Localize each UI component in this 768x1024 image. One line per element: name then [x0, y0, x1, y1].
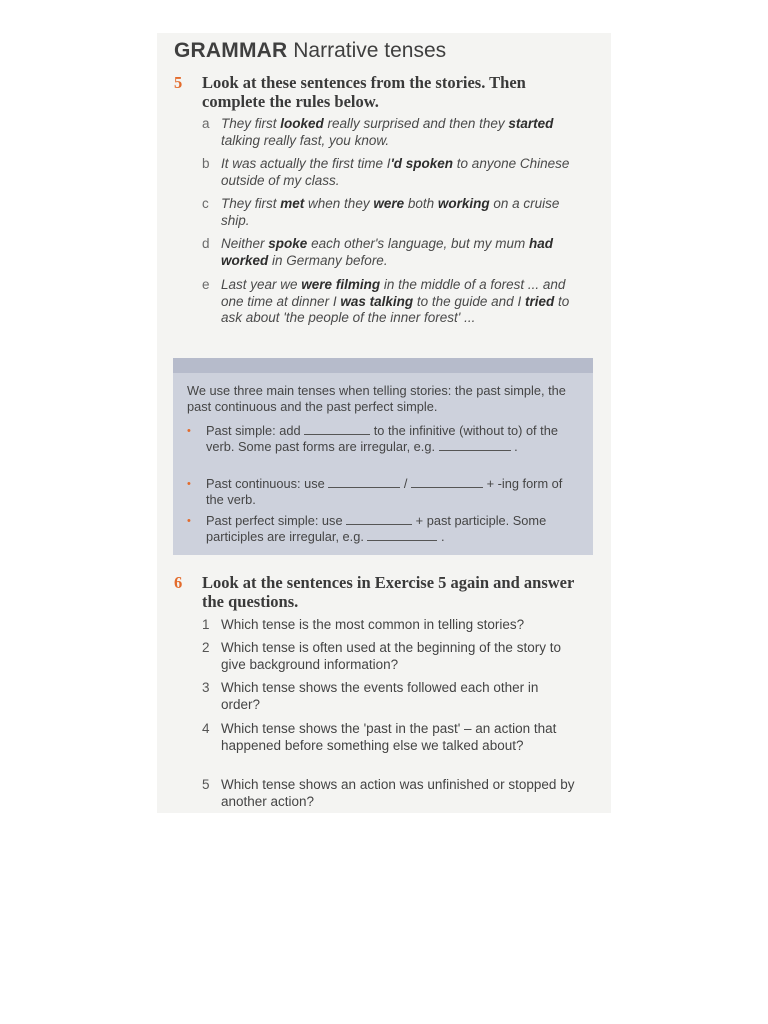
rules-intro: We use three main tenses when telling stories: the past simple, the past continuous and the past perfect simple.	[187, 383, 566, 414]
question-number: 1	[202, 617, 210, 632]
sentence-letter: b	[202, 156, 210, 171]
highlighted-verb: tried	[524, 293, 555, 309]
question-text: Which tense shows the events followed each other in order?	[221, 680, 539, 712]
highlighted-verb: were filming	[301, 277, 381, 292]
question-number: 4	[202, 721, 210, 736]
exercise-6-number: 6	[174, 573, 183, 592]
question-text: Which tense shows an action was unfinished or stopped by another action?	[221, 777, 575, 809]
sentence-text	[221, 156, 571, 189]
sentence-text	[221, 236, 571, 269]
bullet-icon: •	[187, 425, 191, 437]
sentence-fragment: Neither	[221, 236, 269, 251]
sentence-fragment: in the middle of a forest ... and one time at dinner I	[221, 277, 566, 309]
rule-text-part: Past perfect simple: use	[206, 513, 347, 528]
question-number: 2	[202, 640, 210, 655]
sentence-fragment: talking really fast, you know.	[221, 132, 390, 148]
sentence-letter: c	[202, 196, 209, 211]
exercise-5-number: 5	[174, 73, 183, 92]
sentence-letter: d	[202, 236, 210, 251]
rule-text-part: .	[510, 439, 518, 454]
rule-text	[206, 476, 581, 508]
rule-text-part: .	[437, 529, 445, 544]
textbook-page	[157, 33, 611, 813]
sentence-text	[221, 116, 571, 149]
answer-gap[interactable]	[304, 423, 370, 435]
sentence-fragment: to ask about 'the people of the inner forest' ...	[221, 293, 570, 325]
bullet-icon: •	[187, 515, 191, 527]
sentence-fragment: Last year we	[221, 277, 302, 292]
rule-text-part: + -ing form of the verb.	[206, 476, 563, 507]
highlighted-verb: was talking	[340, 293, 414, 309]
answer-gap[interactable]	[328, 476, 400, 488]
question-text: Which tense is the most common in telling stories?	[221, 617, 525, 632]
rule-text	[206, 423, 581, 455]
exercise-5-instruction: Look at these sentences from the stories. Then complete the rules below.	[202, 73, 526, 111]
bullet-icon: •	[187, 478, 191, 490]
answer-gap[interactable]	[411, 476, 483, 488]
question-number: 5	[202, 777, 210, 792]
highlighted-verb: looked	[280, 116, 324, 131]
sentence-fragment: They first	[221, 196, 281, 211]
rule-text-part: Past continuous: use	[206, 476, 329, 491]
rule-text-part: to the infinitive (without to) of the verb. Some past forms are irregular, e.g.	[206, 423, 558, 454]
sentence-fragment: when they	[304, 196, 374, 211]
question-text: Which tense shows the 'past in the past' – an action that happened before something else we talked about?	[221, 721, 557, 753]
rule-text-part: + past participle. Some participles are irregular, e.g.	[206, 513, 547, 544]
question-text: Which tense is often used at the beginning of the story to give background information?	[221, 640, 561, 672]
sentence-fragment: to anyone Chinese outside of my class.	[221, 156, 570, 188]
highlighted-verb: 'd spoken	[390, 156, 454, 171]
sentence-fragment: to the guide and I	[413, 293, 525, 309]
answer-gap[interactable]	[346, 513, 412, 525]
answer-gap[interactable]	[439, 439, 511, 451]
sentence-fragment: It was actually the first time I	[221, 156, 391, 171]
sentence-text	[221, 277, 571, 327]
grammar-keyword: GRAMMAR	[174, 39, 288, 62]
sentence-text	[221, 196, 571, 229]
highlighted-verb: spoke	[268, 236, 308, 251]
rules-box	[173, 358, 593, 555]
sentence-letter: a	[202, 116, 210, 131]
question-number: 3	[202, 680, 210, 695]
highlighted-verb: working	[437, 196, 490, 211]
page-title	[174, 39, 446, 63]
rule-text-part: Past simple: add	[206, 423, 305, 438]
highlighted-verb: were	[373, 196, 405, 211]
highlighted-verb: met	[280, 196, 305, 211]
rule-text-part: /	[400, 476, 412, 491]
grammar-topic: Narrative tenses	[293, 39, 447, 62]
sentence-fragment: both	[404, 196, 438, 211]
sentence-fragment: really surprised and then they	[323, 116, 509, 131]
rule-text	[206, 513, 581, 545]
sentence-letter: e	[202, 277, 210, 292]
sentence-fragment: in Germany before.	[268, 252, 388, 268]
answer-gap[interactable]	[367, 529, 437, 541]
sentence-fragment: each other's language, but my mum	[307, 236, 530, 251]
sentence-fragment: on a cruise ship.	[221, 196, 560, 228]
highlighted-verb: had worked	[221, 236, 554, 268]
highlighted-verb: started	[508, 116, 554, 131]
sentence-fragment: They first	[221, 116, 281, 131]
exercise-6-instruction: Look at the sentences in Exercise 5 again and answer the questions.	[202, 573, 575, 611]
